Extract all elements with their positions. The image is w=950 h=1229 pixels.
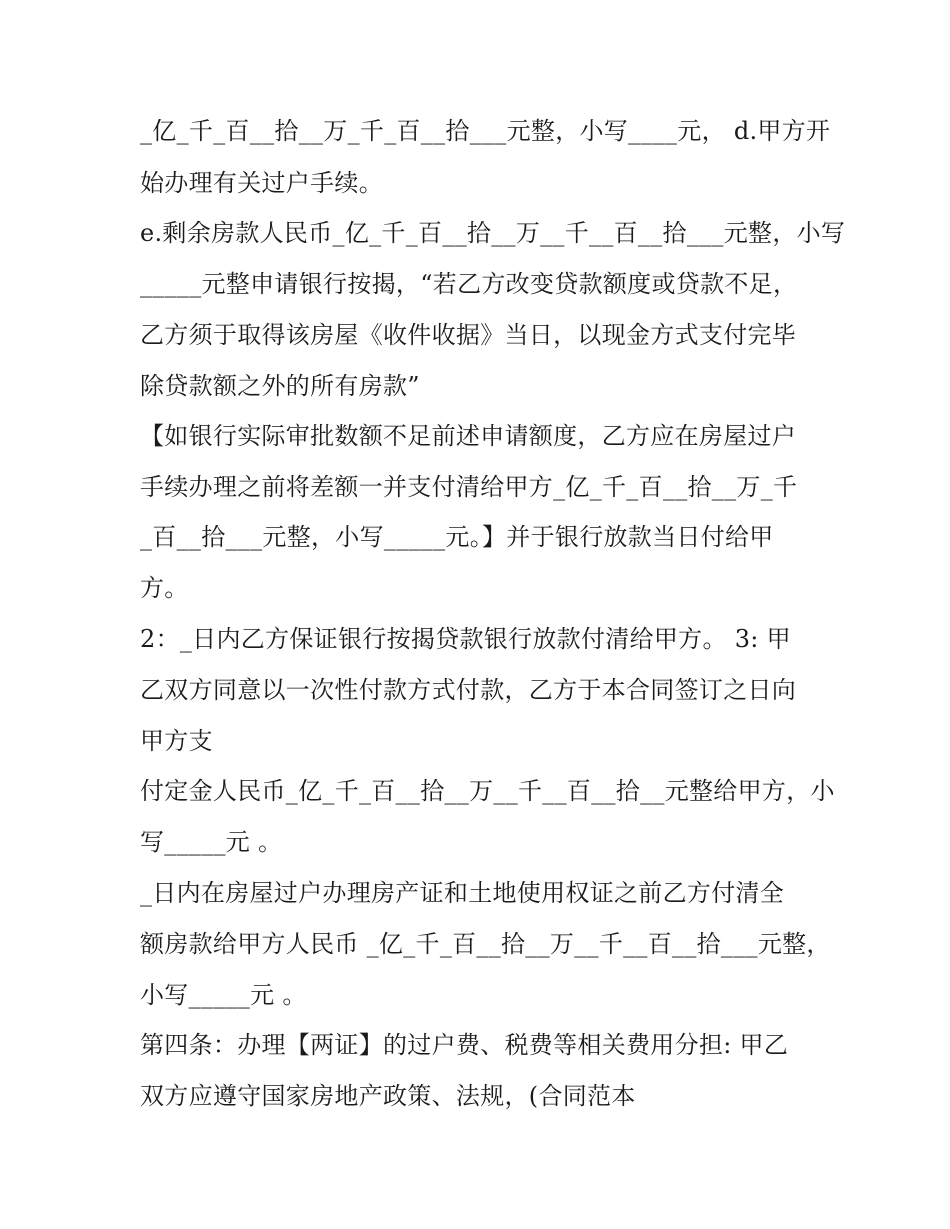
text-line: 甲方支 [140, 727, 213, 755]
text-line: 始办理有关过户手续。 [140, 169, 383, 197]
text-line: 额房款给甲方人民币 _亿_千_百__拾__万__千__百__拾___元整， [140, 930, 831, 958]
text-line: 手续办理之前将差额一并支付清给甲方_亿_千_百__拾__万_千 [140, 473, 798, 501]
text-line: 双方应遵守国家房地产政策、法规，(合同范本 [140, 1082, 636, 1110]
text-line: 小写_____元 。 [140, 981, 307, 1009]
text-line: 除贷款额之外的所有房款” [140, 372, 420, 400]
text-line: _百__拾___元整，小写_____元。】并于银行放款当日付给甲 [140, 523, 774, 551]
text-line: 方。 [140, 574, 189, 602]
text-line: e.剩余房款人民币_亿_千_百__拾__万__千__百__拾___元整，小写 [140, 219, 846, 247]
text-line: 【如银行实际审批数额不足前述申请额度，乙方应在房屋过户 [140, 422, 797, 450]
text-line: _亿_千_百__拾__万_千_百__拾___元整，小写____元， d.甲方开 [140, 117, 831, 145]
text-line: 乙双方同意以一次性付款方式付款，乙方于本合同签订之日向 [140, 676, 797, 704]
text-line: 写_____元 。 [140, 828, 283, 856]
text-line: 2：_日内乙方保证银行按揭贷款银行放款付清给甲方。 3: 甲 [140, 625, 791, 653]
text-line: 付定金人民币_亿_千_百__拾__万__千__百__拾__元整给甲方，小 [140, 777, 835, 805]
text-line: 乙方须于取得该房屋《收件收据》当日，以现金方式支付完毕 [140, 321, 797, 349]
text-line: 第四条：办理【两证】的过户费、税费等相关费用分担: 甲乙 [140, 1031, 789, 1059]
text-line: _日内在房屋过户办理房产证和土地使用权证之前乙方付清全 [140, 879, 785, 907]
text-line: _____元整申请银行按揭，“若乙方改变贷款额度或贷款不足， [140, 270, 798, 298]
